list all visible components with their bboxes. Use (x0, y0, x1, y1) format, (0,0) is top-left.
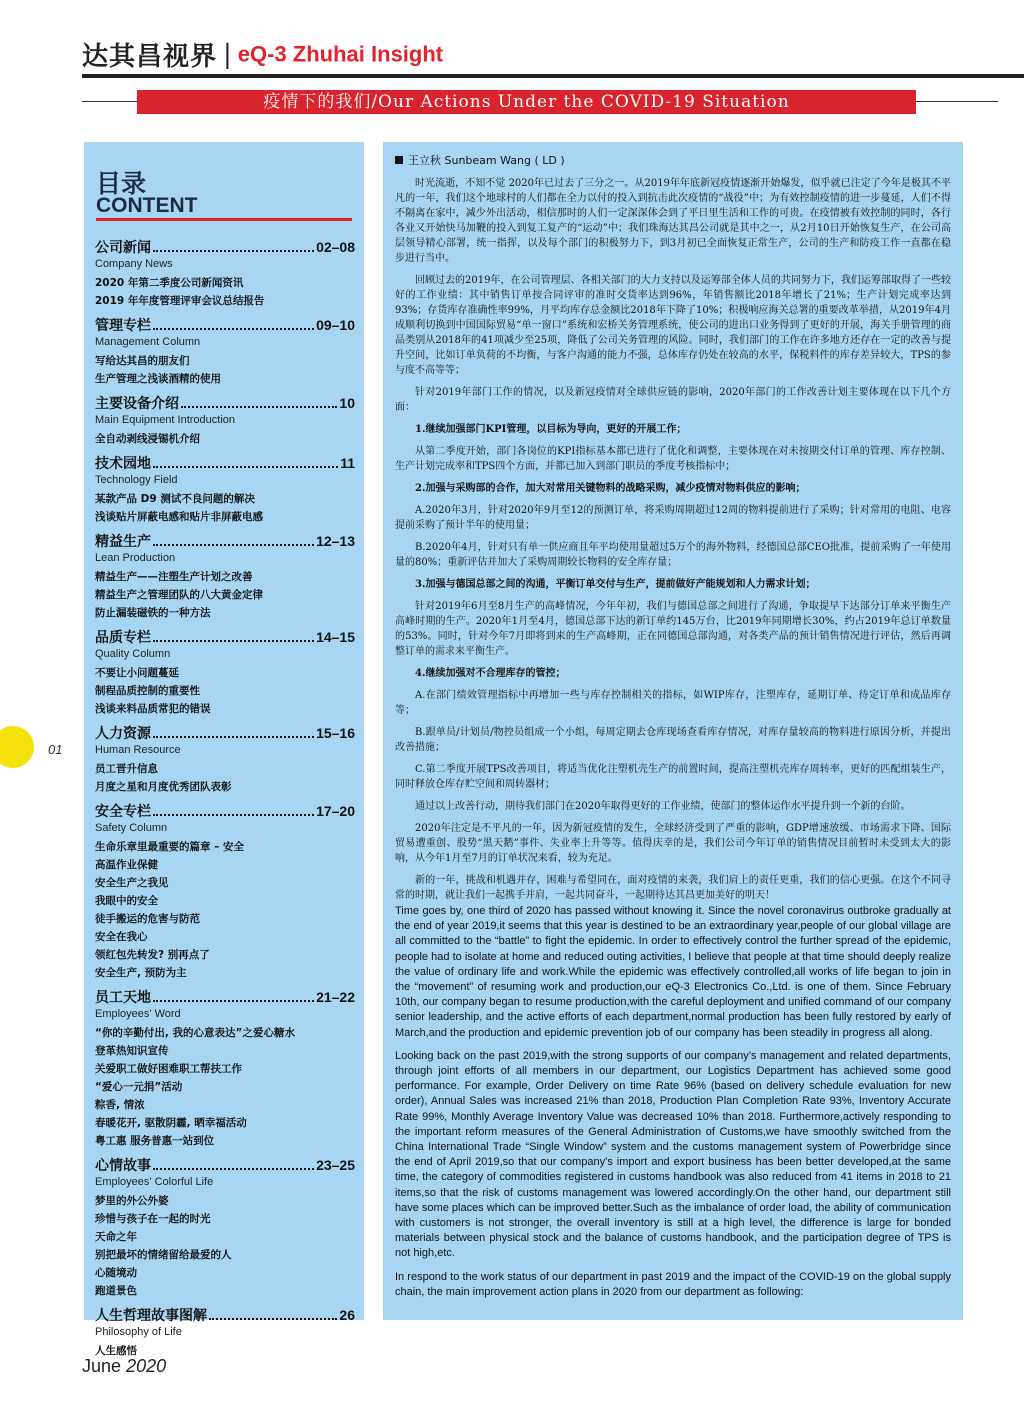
toc-title: 目录 (96, 169, 147, 198)
article-paragraph-cn: 通过以上改善行动，期待我们部门在2020年取得更好的工作业绩，使部门的整体运作水平提升到一个新的台阶。 (415, 801, 911, 812)
article-paragraph-cn: B.跟单员/计划员/物控员组成一个小组，每周定期去仓库现场查看库存情况，对库存量较高的物料进行原因分析，并提出改善措施； (395, 727, 951, 753)
article-paragraph-cn: B.2020年4月，针对只有单一供应商且年平均使用量超过5万个的海外物料，经德国总部CEO批准，提前采购了一年使用量的80%；重新评估并加大了采购周期较长物料的安全库存量； (395, 542, 951, 568)
header-separator: | (223, 39, 232, 70)
toc-item[interactable]: 浅谈来料品质常犯的错误 (95, 703, 211, 715)
toc-item[interactable]: 写给达其昌的朋友们 (95, 355, 190, 367)
toc-section-title: 品质专栏 (95, 630, 151, 646)
article-body-english (395, 904, 951, 1308)
article-paragraph-cn: 针对2019年部门工作的情况，以及新冠疫情对全球供应链的影响，2020年部门的工作改善计划主要体现在以下几个方面： (395, 387, 951, 413)
article-subheading-cn: 2.加强与采购部的合作，加大对常用关键物料的战略采购，减少疫情对物料供应的影响； (415, 483, 806, 494)
toc-section-title: 精益生产 (95, 534, 151, 550)
article-paragraph-en: Time goes by, one third of 2020 has passed without knowing it. Since the novel coronavirus outbroke gradually at the end of year 2019,it seems that this year is destined to be an extraordinary year,people of our global village are all committed to the “battle” to fight the epidemic. In order to effectively control the further spread of the epidemic, people had to isolate at home and reduced outing activities, I believe that people at that time should deeply realize the value of ordinary life and work.While the epidemic was effectively controlled,all works of life began to join in the “movement” of resuming work and production,our eQ-3 Electronics Co.,Ltd. is one of them. Since February 10th, our company began to resume production,with the careful deployment and unified command of our company senior leadership, and the active efforts of each department,normal production has been fully restored by early of March,and the production and epidemic prevention job of our company has been steadily in progress all along. (395, 905, 951, 1039)
toc-divider (96, 218, 352, 221)
toc-section-title: 安全专栏 (95, 804, 151, 820)
toc-item[interactable]: 安全生产之我见 (95, 877, 169, 889)
toc-section-heading[interactable] (95, 393, 355, 413)
article-author (395, 152, 565, 168)
toc-item[interactable]: 粤工惠 服务普惠一站到位 (95, 1135, 215, 1147)
magazine-title-en: eQ-3 Zhuhai Insight (237, 41, 444, 67)
toc-leader-dots (181, 396, 337, 408)
toc-section-pages: 10 (339, 395, 355, 411)
toc-leader-dots (153, 240, 314, 252)
article-paragraph-cn: 回顾过去的2019年，在公司管理层、各相关部门的大力支持以及运筹部全体人员的共同努力下，我们运筹部取得了一些较好的工作业绩：其中销售订单按合同评审的准时交货率达到96%，年销售额比2018年增长了21%；生产计划完成率达到93%；存货库存准确性率99%，月平均库存总金额比2018年下降了10%；积极响应海关总署的重要改革举措，从2019年4月成顺利切换到中国国际贸易“单一窗口”系统和宏桥关务管理系统，使公司的进出口业务得到了更好的开展，海关手册管理的商品类别从2018年的41项减少至25项，降低了公司关务管理的风险。同时，我们部门的工作在许多地方还存在一定的改善与提升空间，比如订单负荷的不均衡，与客户沟通的能力不强，总体库存仍处在较高的水平，保税料件的库存差异较大，TPS的参与度不高等等； (395, 275, 951, 376)
toc-item[interactable]: 某款产品 D9 测试不良问题的解决 (95, 493, 255, 505)
toc-section-pages: 26 (339, 1307, 355, 1323)
toc-section-heading[interactable] (95, 237, 355, 257)
article-panel (383, 142, 963, 1320)
toc-section-heading[interactable] (95, 1305, 355, 1325)
toc-item[interactable]: “你的辛勤付出, 我的心意表达”之爱心糖水 (95, 1027, 295, 1039)
toc-item[interactable]: 我眼中的安全 (95, 895, 158, 907)
toc-item[interactable]: 2019 年年度管理评审会议总结报告 (95, 295, 265, 307)
toc-section-pages: 12–13 (316, 533, 355, 549)
toc-section-english: Management Column (95, 336, 201, 348)
toc-section-heading[interactable] (95, 801, 355, 821)
article-subheading-cn: 1.继续加强部门KPI管理，以目标为导向，更好的开展工作； (415, 424, 687, 435)
toc-section-english: Employees' Colorful Life (95, 1176, 214, 1188)
toc-section-heading[interactable] (95, 315, 355, 335)
author-name: 王立秋 Sunbeam Wang ( LD ) (408, 154, 565, 167)
toc-item[interactable]: 春暖花开, 驱散阴霾, 晒幸福活动 (95, 1117, 247, 1129)
toc-section-heading[interactable] (95, 987, 355, 1007)
toc-item[interactable]: “爱心一元捐”活动 (95, 1081, 183, 1093)
article-paragraph-cn: 2020年注定是不平凡的一年，因为新冠疫情的发生，全球经济受到了严重的影响，GDP增速放缓、市场需求下降、国际贸易遭重创、股势“黑天鹅”事件、失业率上升等等。值得庆幸的是，我们公司今年订单的销售情况目前暂时未受到太大的影响，从今年1月至7月的订单状况来看，较为充足。 (395, 823, 951, 864)
toc-item[interactable]: 珍惜与孩子在一起的时光 (95, 1213, 211, 1225)
toc-section-pages: 11 (340, 455, 355, 471)
toc-section-title: 主要设备介绍 (95, 396, 179, 412)
article-paragraph-en: In respond to the work status of our department in past 2019 and the impact of the COVID-19 on the global supply chain, the main improvement action plans in 2020 from our department as following: (395, 1270, 951, 1298)
toc-item[interactable]: 精益生产之管理团队的八大黄金定律 (95, 589, 263, 601)
magazine-title-cn: 达其昌视界 (82, 42, 218, 72)
toc-section-pages: 21–22 (316, 989, 355, 1005)
toc-section-pages: 14–15 (316, 629, 355, 645)
article-paragraph-cn: 从第二季度开始，部门各岗位的KPI指标基本都已进行了优化和调整，主要体现在对未按期交付订单的管理、库存控制、生产计划完成率和TPS四个方面，并都已加入到部门职员的季度考核指标中； (395, 446, 951, 472)
toc-item[interactable]: 浅谈贴片屏蔽电感和贴片非屏蔽电感 (95, 511, 263, 523)
toc-section-title: 管理专栏 (95, 318, 151, 334)
toc-list (95, 232, 355, 1360)
toc-section-heading[interactable] (95, 453, 355, 473)
toc-item[interactable]: 人生感悟 (95, 1345, 137, 1357)
toc-section-english: Company News (95, 258, 173, 270)
toc-leader-dots (153, 456, 338, 468)
toc-leader-dots (153, 990, 314, 1002)
toc-item[interactable]: 登革热知识宣传 (95, 1045, 169, 1057)
toc-item[interactable]: 粽香, 情浓 (95, 1099, 145, 1111)
section-banner: 疫情下的我们/Our Actions Under the COVID-19 Situation (137, 90, 916, 114)
toc-item[interactable]: 别把最坏的情绪留给最爱的人 (95, 1249, 232, 1261)
toc-item[interactable]: 生命乐章里最重要的篇章 – 安全 (95, 841, 245, 853)
toc-leader-dots (153, 318, 314, 330)
toc-item[interactable]: 梦里的外公外婆 (95, 1195, 169, 1207)
page-number: 01 (48, 742, 63, 757)
toc-item[interactable]: 2020 年第二季度公司新闻资讯 (95, 277, 244, 289)
toc-section-english: Safety Column (95, 822, 168, 834)
issue-month: June (82, 1356, 122, 1376)
toc-section-title: 人力资源 (95, 726, 151, 742)
toc-section-english: Lean Production (95, 552, 176, 564)
toc-item[interactable]: 防止漏装磁铁的一种方法 (95, 607, 211, 619)
toc-section-title: 员工天地 (95, 990, 151, 1006)
article-body-chinese (395, 176, 951, 910)
toc-item[interactable]: 生产管理之浅谈酒精的使用 (95, 373, 221, 385)
toc-item[interactable]: 不要让小问题蔓延 (95, 667, 179, 679)
toc-item[interactable]: 领红包先转发? 别再点了 (95, 949, 210, 961)
toc-item[interactable]: 关爱职工做好困难职工帮扶工作 (95, 1063, 242, 1075)
toc-section-english: Technology Field (95, 474, 178, 486)
toc-section-english: Main Equipment Introduction (95, 414, 236, 426)
article-paragraph-cn: A.在部门绩效管理指标中再增加一些与库存控制相关的指标，如WIP库存，注塑库存，延期订单、待定订单和成品库存等； (395, 690, 951, 716)
toc-section-title: 心情故事 (95, 1158, 151, 1174)
toc-section-pages: 17–20 (316, 803, 355, 819)
toc-section-pages: 23–25 (316, 1157, 355, 1173)
toc-item[interactable]: 制程品质控制的重要性 (95, 685, 200, 697)
toc-item[interactable]: 天命之年 (95, 1231, 137, 1243)
toc-leader-dots (153, 630, 314, 642)
article-subheading-cn: 3.加强与德国总部之间的沟通，平衡订单交付与生产，提前做好产能规划和人力需求计划； (415, 579, 816, 590)
toc-section-english: Employees' Word (95, 1008, 181, 1020)
toc-section-title: 公司新闻 (95, 240, 151, 256)
toc-item[interactable]: 高温作业保健 (95, 859, 158, 871)
toc-section-pages: 09–10 (316, 317, 355, 333)
article-paragraph-cn: 新的一年，挑战和机遇并存，困难与希望同在，面对疫情的来袭，我们肩上的责任更重，我们的信心更强。在这个不同寻常的时期，就让我们一起携手并肩，一起共同奋斗，一起期待达其昌更加美好的明天！ (395, 875, 951, 901)
toc-section-heading[interactable] (95, 1155, 355, 1175)
toc-section-pages: 02–08 (316, 239, 355, 255)
toc-section-pages: 15–16 (316, 725, 355, 741)
toc-item[interactable]: 全自动剥线浸锡机介绍 (95, 433, 200, 445)
toc-section-heading[interactable] (95, 723, 355, 743)
bullet-square-icon (395, 156, 403, 164)
toc-leader-dots (153, 804, 314, 816)
toc-leader-dots (153, 1158, 314, 1170)
magazine-header (82, 36, 443, 76)
toc-item[interactable]: 安全在我心 (95, 931, 148, 943)
toc-section-english: Quality Column (95, 648, 171, 660)
toc-item[interactable]: 精益生产——注塑生产计划之改善 (95, 571, 253, 583)
toc-leader-dots (153, 726, 314, 738)
toc-item[interactable]: 徒手搬运的危害与防范 (95, 913, 200, 925)
article-paragraph-cn: 针对2019年6月至8月生产的高峰情况，今年年初，我们与德国总部之间进行了沟通，争取提早下达部分订单来平衡生产高峰时期的生产。2020年1月至4月，德国总部下达的新订单约145万台，比2019年同期增长30%，约占2019年总订单数量的53%。同时，针对今年7月即将到来的生产高峰期，正在同德国总部沟通，对各类产品的预计销售情况进行评估，然后再调整订单的需求来平衡生产。 (395, 601, 951, 657)
article-paragraph-cn: 时光流逝，不知不觉 2020年已过去了三分之一。从2019年年底新冠疫情逐渐开始爆发，似乎就已注定了今年是极其不平凡的一年，我们这个地球村的人们都在全力以付的投入到抗击此次疫情的“战役”中；为有效控制疫情的进一步蔓延，人们不得不隔离在家中，减少外出活动，相信那时的人们一定深深体会到了平日里生活和工作的可贵。在疫情被有效控制的同时，各行各业又开始快马加鞭的投入到复工复产的“运动”中；我们珠海达其昌公司就是其中之一，从2月10日开始恢复生产，在公司高层领导精心部署，统一指挥，以及每个部门的积极努力下，到3月初已全面恢复正常生产，公司的生产和防疫工作一直都在稳步进行当中。 (395, 178, 951, 264)
toc-item[interactable]: 员工晋升信息 (95, 763, 158, 775)
toc-section-heading[interactable] (95, 531, 355, 551)
toc-item[interactable]: 跑道景色 (95, 1285, 137, 1297)
toc-item[interactable]: 月度之星和月度优秀团队表彰 (95, 781, 232, 793)
toc-section-title: 人生哲理故事图解 (95, 1308, 207, 1324)
toc-section-english: Human Resource (95, 744, 181, 756)
toc-item[interactable]: 安全生产, 预防为主 (95, 967, 187, 979)
toc-leader-dots (153, 534, 314, 546)
toc-section-title: 技术园地 (95, 456, 151, 472)
issue-date (82, 1356, 166, 1377)
toc-leader-dots (209, 1308, 337, 1320)
header-rule (82, 74, 1024, 78)
toc-section-heading[interactable] (95, 627, 355, 647)
article-subheading-cn: 4.继续加强对不合理库存的管控； (415, 668, 566, 679)
page-marker-dot (0, 726, 34, 768)
toc-item[interactable]: 心随境动 (95, 1267, 137, 1279)
issue-year: 2020 (126, 1356, 167, 1376)
article-paragraph-en: Looking back on the past 2019,with the strong supports of our company’s management and related departments, through joint efforts of all members in our department, our Logistics Department has achieved some good performance. For example, Order Delivery on time Rate 96% (based on delivery schedule evaluation for new order), Annual Sales was increased 21% than 2018, Production Plan Completion Rate 93%, Inventory Accurate Rate 99%, Monthly Average Inventory Value was decreased 10% than 2018. Furthermore,actively responding to the important reform measures of the General Administration of Customs,we have smoothly switched from the China International Trade “Single Window” system and the customs management system of Powerbridge since the end of April 2019,so that our company’s import and export business has been better developed,at the same time, the category of commodities registered in customs handbook was also reduced from 41 items in 2018 to 21 items,so that the risk of customs management was lowered accordingly.On the other hand, our department still have some places which can be improved better.Such as the imbalance of order load, the ability of communication with customers is not stronger, the overall inventory is still at a high level, the difference is large for bonded materials between physical stock and the balance of customs handbook, and the participation degree of TPS is not high,etc. (395, 1049, 951, 1260)
table-of-contents (84, 142, 364, 1357)
toc-subtitle: CONTENT (96, 194, 198, 217)
article-paragraph-cn: C.第二季度开展TPS改善项目，将适当优化注塑机壳生产的前置时间，提高注塑机壳库存周转率，更好的匹配组装生产，同时释放仓库存贮空间和周转器材； (395, 764, 951, 790)
toc-section-english: Philosophy of Life (95, 1326, 182, 1338)
article-paragraph-cn: A.2020年3月，针对2020年9月至12的预测订单，将采购周期超过12周的物料提前进行了采购；针对常用的电阻、电容提前采购了预计半年的使用量； (395, 505, 951, 531)
